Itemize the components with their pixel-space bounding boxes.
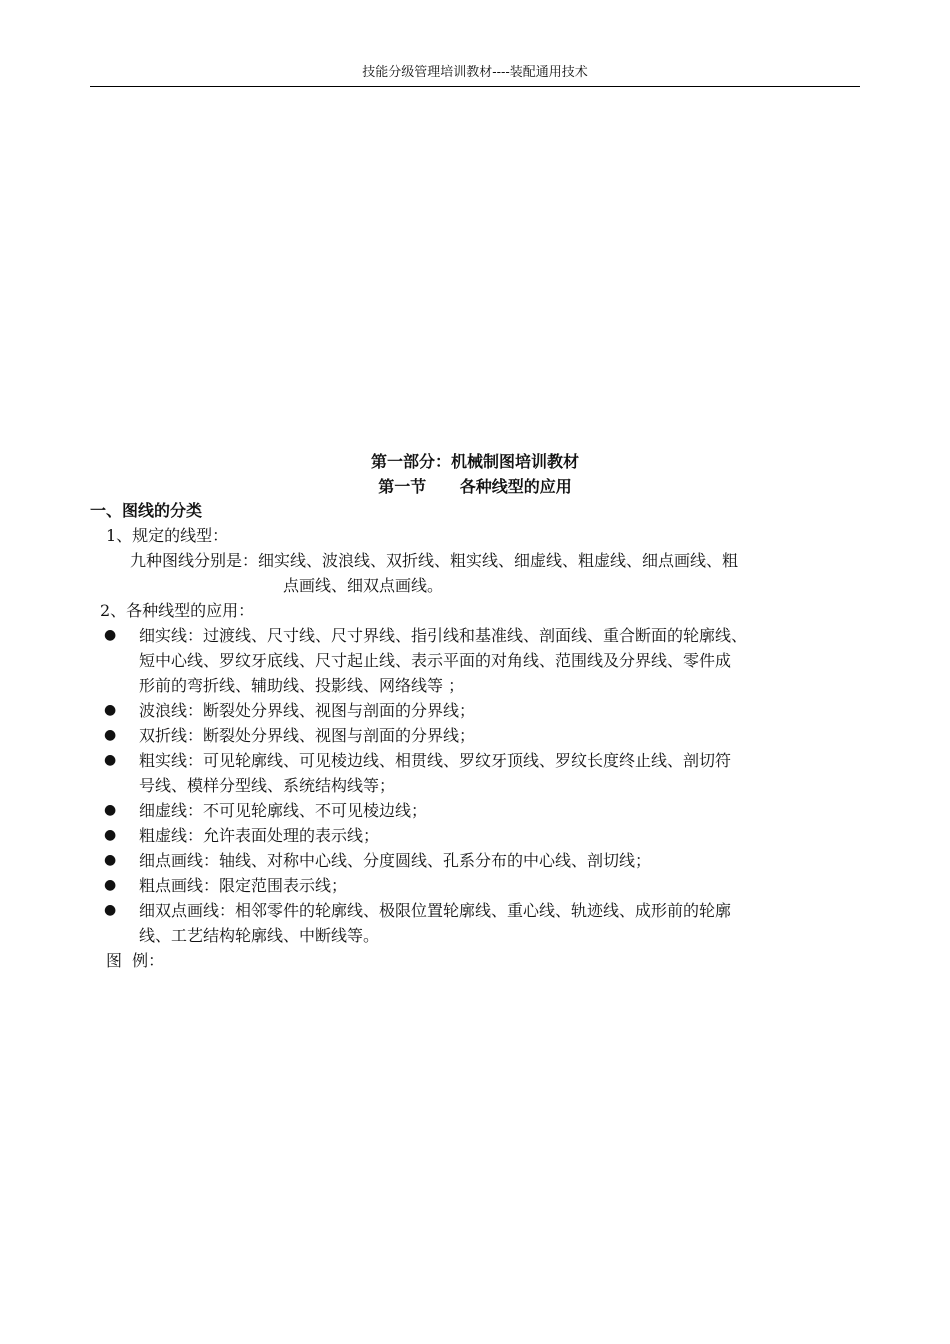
heading-line-classification: 一、图线的分类 (90, 501, 203, 520)
bullet-icon: ● (104, 802, 117, 818)
bullet-icon: ● (104, 852, 117, 868)
bullet-text-line: 细实线：过渡线、尺寸线、尺寸界线、指引线和基准线、剖面线、重合断面的轮廓线、 (139, 626, 748, 645)
bullet-icon: ● (104, 627, 117, 643)
part-title: 第一部分：机械制图培训教材 (370, 452, 579, 471)
bullet-text-line: 号线、模样分型线、系统结构线等； (139, 776, 396, 795)
bullet-icon: ● (104, 702, 117, 718)
section-title: 第一节 各种线型的应用 (378, 477, 572, 496)
item1-text-line2: 点画线、细双点画线。 (283, 576, 444, 595)
bullet-text-line: 线、工艺结构轮廓线、中断线等。 (139, 926, 380, 945)
bullet-icon: ● (104, 877, 117, 893)
header-rule (90, 86, 860, 87)
bullet-text-line: 粗实线：可见轮廓线、可见棱边线、相贯线、罗纹牙顶线、罗纹长度终止线、剖切符 (139, 751, 732, 770)
item2-label: 2、各种线型的应用： (100, 601, 255, 620)
bullet-text-line: 细双点画线：相邻零件的轮廓线、极限位置轮廓线、重心线、轨迹线、成形前的轮廓 (139, 901, 732, 920)
bullet-text-line: 形前的弯折线、辅助线、投影线、网络线等 ； (139, 676, 465, 695)
item1-text-line1: 九种图线分别是：细实线、波浪线、双折线、粗实线、细虚线、粗虚线、细点画线、粗 (130, 551, 739, 570)
item1-label: 1、规定的线型： (106, 526, 229, 545)
bullet-text-line: 细点画线：轴线、对称中心线、分度圆线、孔系分布的中心线、剖切线； (139, 851, 652, 870)
bullet-icon: ● (104, 827, 117, 843)
bullet-icon: ● (104, 902, 117, 918)
bullet-text-line: 波浪线：断裂处分界线、视图与剖面的分界线； (139, 701, 476, 720)
legend-label: 图 例： (106, 951, 165, 970)
bullet-icon: ● (104, 727, 117, 743)
bullet-text-line: 细虚线：不可见轮廓线、不可见棱边线； (139, 801, 428, 820)
page-header: 技能分级管理培训教材----装配通用技术 (362, 65, 588, 80)
bullet-text-line: 粗点画线：限定范围表示线； (139, 876, 348, 895)
bullet-text-line: 粗虚线：允许表面处理的表示线； (139, 826, 380, 845)
bullet-text-line: 短中心线、罗纹牙底线、尺寸起止线、表示平面的对角线、范围线及分界线、零件成 (139, 651, 732, 670)
bullet-icon: ● (104, 752, 117, 768)
bullet-text-line: 双折线：断裂处分界线、视图与剖面的分界线； (139, 726, 476, 745)
